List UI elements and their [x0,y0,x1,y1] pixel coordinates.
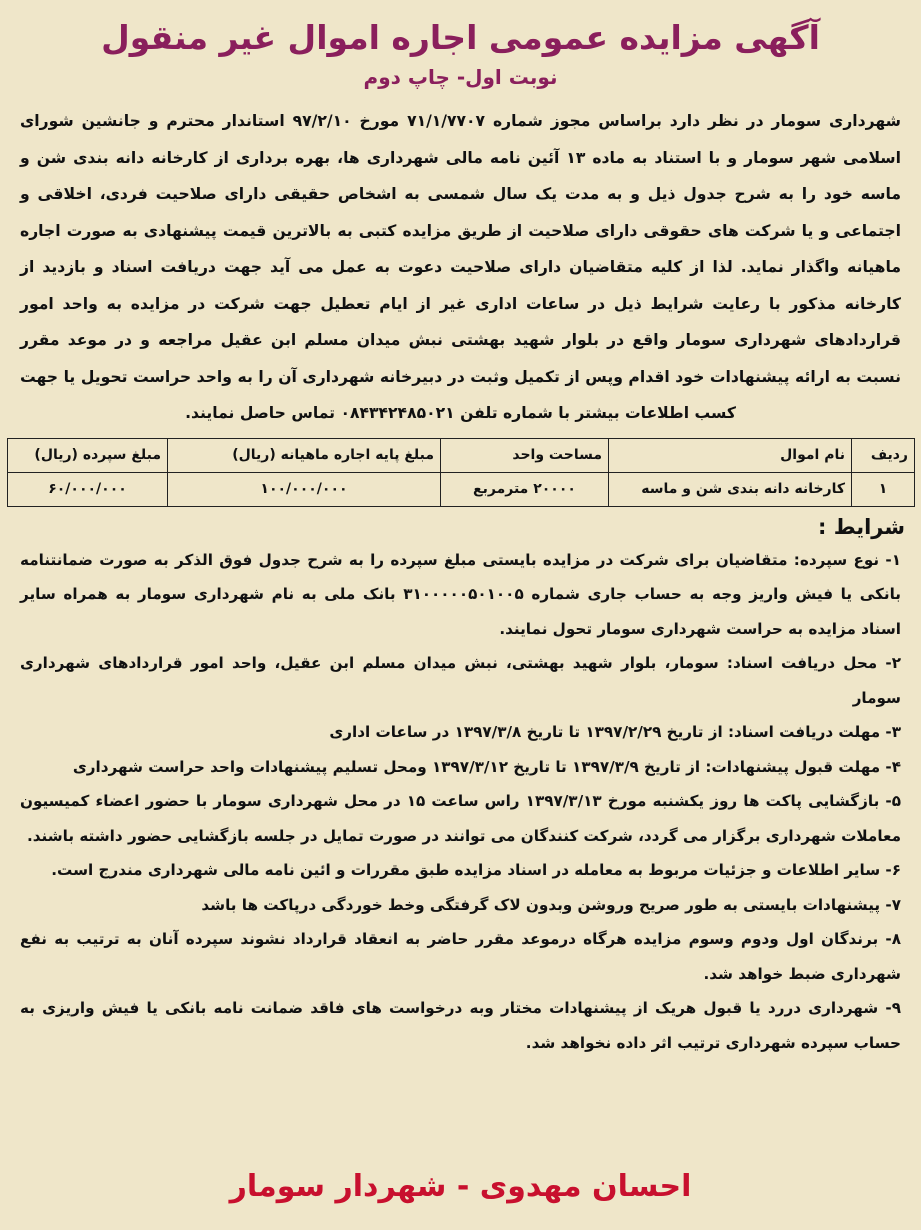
auction-notice [6,4,915,1226]
header-deposit: مبلغ سپرده (ریال) [8,438,168,472]
condition-item: ۳- مهلت دریافت اسناد: از تاریخ ۱۳۹۷/۲/۲۹ تا تاریخ ۱۳۹۷/۳/۸ در ساعات اداری [329,723,901,741]
condition-item: ۶- سایر اطلاعات و جزئیات مربوط به معامله در اسناد مزایده طبق مقررات و ائین نامه مالی شهرداری مندرج است. [51,861,901,879]
cell-base-rent: ۱۰۰/۰۰۰/۰۰۰ [168,472,441,506]
header-row-number: ردیف [852,438,915,472]
cell-row-number: ۱ [852,472,915,506]
notice-intro: شهرداری سومار در نظر دارد براساس مجوز شماره ۷۱/۱/۷۷۰۷ مورخ ۹۷/۲/۱۰ استاندار محترم و جانشین شورای اسلامی شهر سومار و با استناد به ماده ۱۳ آئین نامه مالی شهرداری ها، بهره برداری از کارخانه دانه بندی شن و ماسه خود را به شرح جدول ذیل و به مدت یک سال شمسی به اشخاص حقیقی دارای صلاحیت فردی، اخلاقی و اجتماعی و یا شرکت های حقوقی دارای صلاحیت از طریق مزایده کتبی به بالاترین قیمت پیشنهادی به صورت اجاره ماهیانه واگذار نماید. لذا از کلیه متقاضیان دارای صلاحیت دعوت به عمل می آید جهت دریافت اسناد و بازدید از کارخانه مذکور با رعایت شرایط ذیل در ساعات اداری غیر از ایام تعطیل جهت شرکت در مزایده به واحد امور قراردادهای شهرداری سومار واقع در بلوار شهید بهشتی نبش میدان مسلم ابن عقیل مراجعه و در موعد مقرر نسبت به ارائه پیشنهادات خود اقدام وپس از تکمیل وثبت در دبیرخانه شهرداری آن را به واحد حراست تحویل یا جهت کسب اطلاعات بیشتر با شماره تلفن ۰۸۴۳۴۲۴۸۵۰۲۱ تماس حاصل نمایند. [20,112,901,422]
condition-item: ۷- پیشنهادات بایستی به طور صریح وروشن وبدون لاک گرفتگی وخط خوردگی درپاکت ها باشد [201,895,901,914]
notice-title: آگهی مزایده عمومی اجاره اموال غیر منقول [101,18,820,57]
condition-item: ۱- نوع سپرده: متقاضیان برای شرکت در مزایده بایستی مبلغ سپرده را به شرح جدول فوق الذکر به صورت ضمانتنامه بانکی یا فیش واریز وجه به حساب جاری شماره ۳۱۰۰۰۰۰۵۰۱۰۰۵ بانک ملی به نام شهرداری سومار به همراه سایر اسناد مزایده به حراست شهرداری سومار تحول نمایند. [20,550,902,638]
condition-item: ۵- بازگشایی پاکت ها روز یکشنبه مورخ ۱۳۹۷/۳/۱۳ راس ساعت ۱۵ در محل شهرداری سومار با حضور اعضاء کمیسیون معاملات شهرداری برگزار می گردد، شرکت کنندگان می توانند در صورت تمایل در جلسه بازگشایی حضور داشته باشند. [20,792,901,845]
cell-area: ۲۰۰۰۰ مترمربع [441,472,609,506]
cell-deposit: ۶۰/۰۰۰/۰۰۰ [8,472,168,506]
signature: احسان مهدوی - شهردار سومار [229,1169,692,1204]
header-base-rent: مبلغ پایه اجاره ماهیانه (ریال) [168,438,441,472]
table-header-row [8,438,915,472]
header-area: مساحت واحد [441,438,609,472]
notice-subtitle: نوبت اول- چاپ دوم [363,65,558,89]
table-row [8,472,915,506]
conditions-list [20,543,901,1061]
condition-item: ۴- مهلت قبول پیشنهادات: از تاریخ ۱۳۹۷/۳/۹ تا تاریخ ۱۳۹۷/۳/۱۲ ومحل تسلیم پیشنهادات واحد حراست شهرداری [72,757,901,776]
condition-item: ۲- محل دریافت اسناد: سومار، بلوار شهید بهشتی، نبش میدان مسلم ابن عقیل، واحد امور قراردادهای شهرداری سومار [20,654,901,707]
conditions-title: شرایط : [818,514,905,539]
cell-asset-name: کارخانه دانه بندی شن و ماسه [609,472,852,506]
header-asset-name: نام اموال [609,438,852,472]
condition-item: ۹- شهرداری دررد یا قبول هریک از پیشنهادات مختار وبه درخواست های فاقد ضمانت نامه بانکی یا فیش واریزی به حساب سپرده شهرداری ترتیب اثر داده نخواهد شد. [20,999,901,1052]
auction-table [7,438,915,507]
condition-item: ۸- برندگان اول ودوم وسوم مزایده هرگاه درموعد مقرر حاضر به انعقاد قرارداد نشوند سپرده آنان به ترتیب به نفع شهرداری ضبط خواهد شد. [20,930,901,983]
